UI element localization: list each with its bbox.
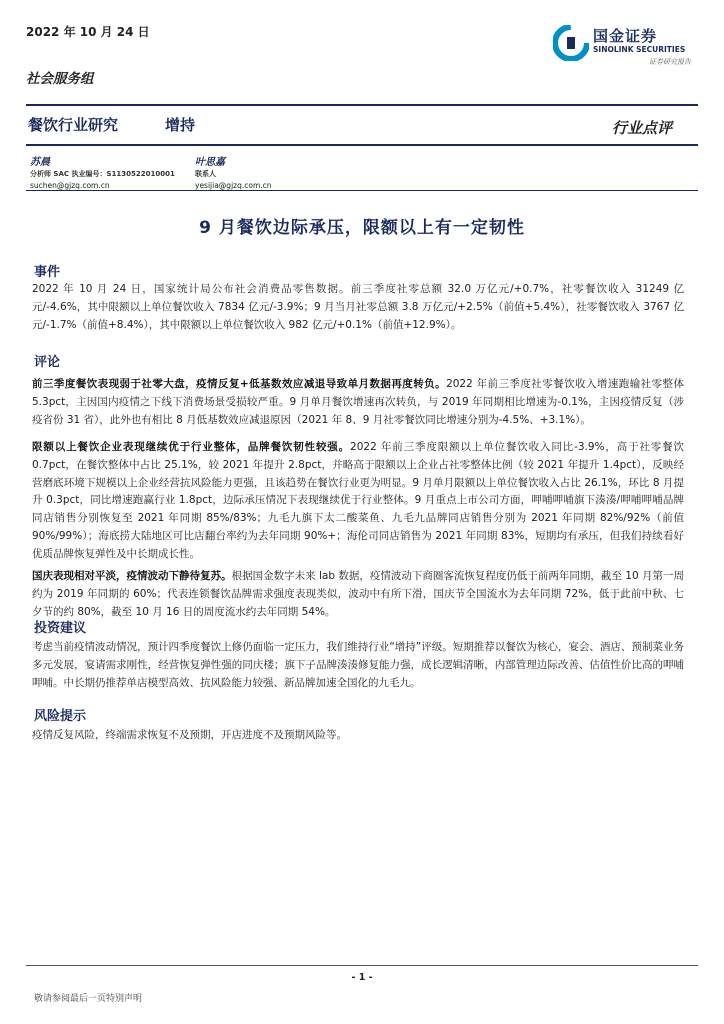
author-email[interactable]: suchen@gjzq.com.cn [30,181,110,190]
comment-paragraph-3 [32,568,684,621]
department: 社会服务组 [26,71,94,87]
paragraph-body: 根据国金数字未来 lab 数据，疫情波动下商圈客流恢复程度仍低于前两年同期，截至 10 月第一周约为 2019 年同期的 60%；代表连锁餐饮品牌需求强度表现类似，波动中有所下滑，国庆节全国流水为去年同期 72%，低于此前中秋、七夕节的约 80%，截至 10 月 16 日的周度流水约去年同期 54%。 [32,570,685,618]
paragraph-body: 2022 年前三季度社零餐饮收入增速跑输社零整体 5.3pct，主因国内疫情之下线下消费场景受损较严重。9 月单月餐饮增速再次转负，与 2019 年同期相比增速为-0.1%，主因疫情反复（涉疫省份 31 省），此外也有相比 8 月低基数效应减退原因（2021 年 8、9 月社零餐饮同比增速分别为-4.5%、+3.1%）。 [32,378,685,426]
investment-paragraph: 考虑当前疫情波动情况，预计四季度餐饮上修仍面临一定压力，我们维持行业“增持”评级。短期推荐以餐饮为核心，宴会、酒店、预制菜业务多元发展，宴请需求刚性，经营恢复弹性强的同庆楼；旗下子品牌湊湊修复能力强，成长逻辑清晰，内部管理边际改善、估值性价比高的呷哺呷哺。中长期仍推荐单店模型高效、抗风险能力较强、新品牌加速全国化的九毛九。 [32,641,684,689]
report-category-label: 证券研究报告 [649,58,691,66]
paragraph-lead: 限额以上餐饮企业表现继续优于行业整体，品牌餐饮韧性较强。 [32,441,351,453]
logo-chinese-name: 国金证券 [593,27,658,45]
event-paragraph: 2022 年 10 月 24 日，国家统计局公布社会消费品零售数据。前三季度社零总额 32.0 万亿元/+0.7%，社零餐饮收入 31249 亿元/-4.6%，其中限额以上单位餐饮收入 7834 亿元/-3.9%；9 月当月社零总额 3.8 万亿元/+2.5%（前值+5.4%），社零餐饮收入 3767 亿元/-1.7%（前值+8.4%），其中限额以上单位餐饮收入 982 亿元/+0.1%（前值+12.9%）。 [32,283,684,331]
disclaimer: 敬请参阅最后一页特别声明 [34,994,143,1004]
author-block [30,153,175,190]
event-heading: 事件 [34,265,61,280]
divider-top [26,104,698,106]
risk-heading: 风险提示 [34,709,87,724]
author-name: 苏晨 [30,157,50,168]
divider-authors [26,190,698,191]
paragraph-lead: 前三季度餐饮表现弱于社零大盘，疫情反复+低基数效应减退导致单月数据再度转负。 [32,378,447,390]
paragraph-body: 2022 年前三季度限额以上单位餐饮收入同比-3.9%，高于社零餐饮 0.7pct，在餐饮整体中占比 25.1%，较 2021 年提升 2.8pct，并略高于限额以上企业占社零整体比例（较 2021 年提升 1.4pct），反映经营磨底环境下规模以上企业经营抗风险能力更强，且该趋势在餐饮行业更为明显。9 月单月限额以上单位餐饮收入占比 26.1%，环比 8 月提升 0.3pct，同比增速跑赢行业 1.8pct，边际承压情况下表现继续优于行业整体。9 月重点上市公司方面，呷哺呷哺旗下湊湊/呷哺呷哺品牌同店销售分别恢复至 2021 年同期 85%/83%；九毛九旗下太二酸菜鱼、九毛九品牌同店销售分别为 2021 年同期 82%/92%（前值 90%/99%）；海底捞大陆地区可比店翻台率约为去年同期 90%+；海伦司同店销售为 2021 年同期 83%，短期均有承压，但我们持续看好优质品牌恢复弹性及中长期成长性。 [32,441,685,560]
investment-heading: 投资建议 [34,621,87,636]
author-name: 叶思嘉 [195,157,225,168]
logo-mark-icon [553,25,589,61]
divider-header [26,144,698,146]
report-date: 2022 年 10 月 24 日 [26,25,150,39]
comment-paragraph-2 [32,439,684,564]
rating: 增持 [165,116,196,134]
author-credential: 分析师 SAC 执业编号：S1130522010001 [30,170,175,178]
logo-english-name: SINOLINK SECURITIES [593,45,686,54]
comment-paragraph-1 [32,376,684,429]
industry-research: 餐饮行业研究 [28,116,119,134]
author-email[interactable]: yesijia@gjzq.com.cn [195,181,272,190]
page-number: - 1 - [351,972,373,983]
report-title: 9 月餐饮边际承压，限额以上有一定韧性 [199,218,525,238]
author-block [195,153,272,190]
risk-paragraph: 疫情反复风险，终端需求恢复不及预期，开店进度不及预期风险等。 [32,729,347,741]
author-credential: 联系人 [195,170,216,178]
footer-divider [26,965,698,966]
report-type: 行业点评 [612,119,673,137]
paragraph-lead: 国庆表现相对平淡，疫情波动下静待复苏。 [32,570,232,582]
comment-heading: 评论 [34,355,61,370]
